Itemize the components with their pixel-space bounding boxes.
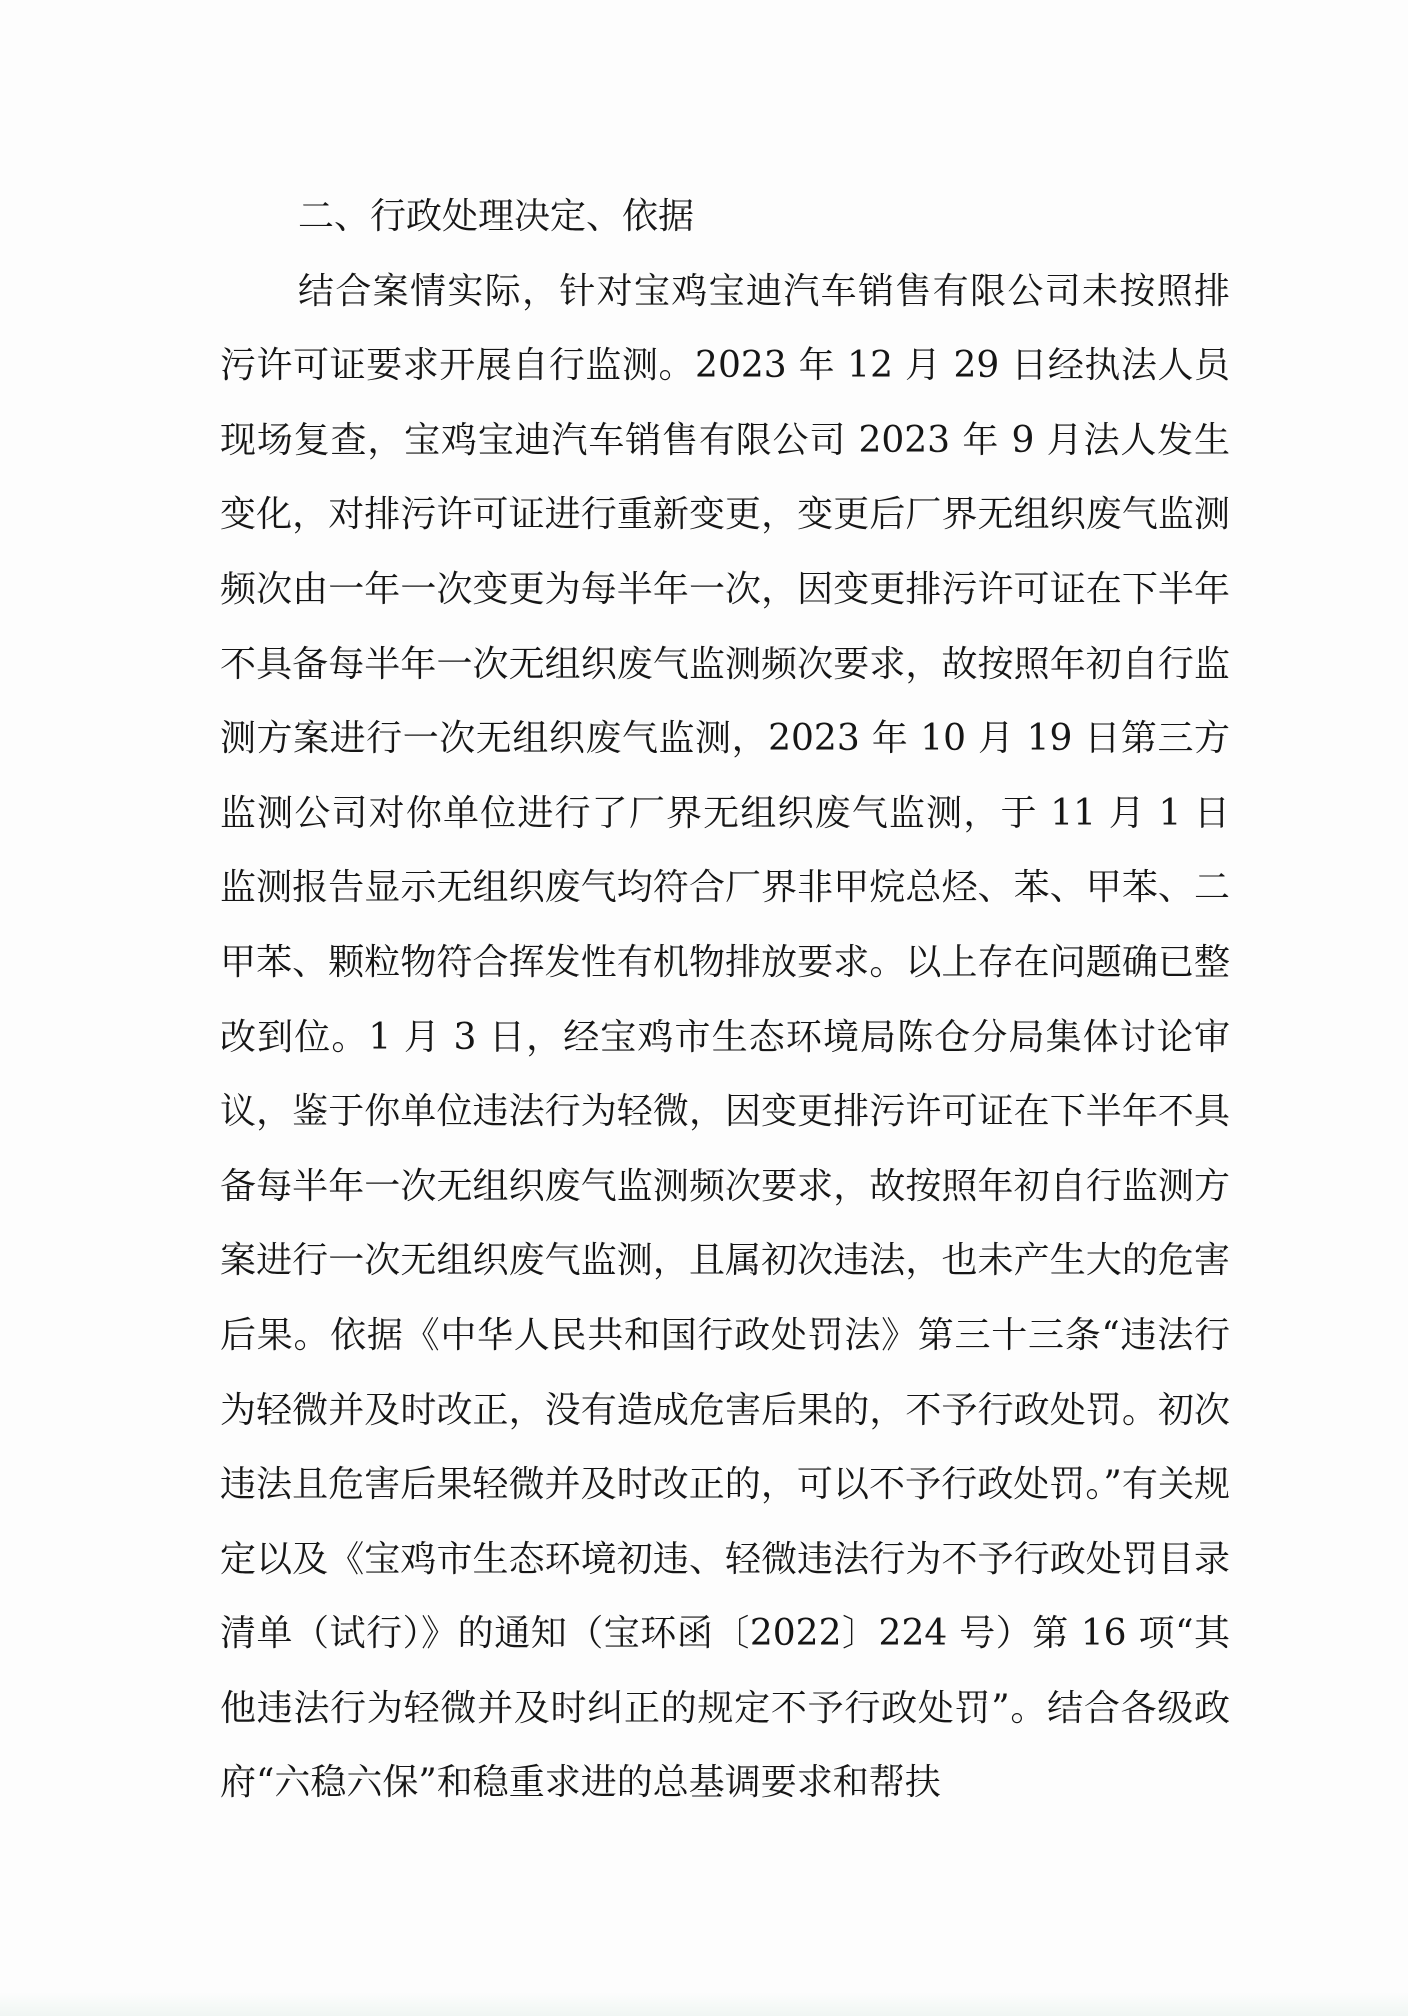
body-paragraph: 结合案情实际，针对宝鸡宝迪汽车销售有限公司未按照排污许可证要求开展自行监测。2023 年 12 月 29 日经执法人员现场复查，宝鸡宝迪汽车销售有限公司 2023 年 9 月法人发生变化，对排污许可证进行重新变更，变更后厂界无组织废气监测频次由一年一次变更为每半年一次，因变更排污许可证在下半年不具备每半年一次无组织废气监测频次要求，故按照年初自行监测方案进行一次无组织废气监测，2023 年 10 月 19 日第三方监测公司对你单位进行了厂界无组织废气监测，于 11 月 1 日监测报告显示无组织废气均符合厂界非甲烷总烃、苯、甲苯、二甲苯、颗粒物符合挥发性有机物排放要求。以上存在问题确已整改到位。1 月 3 日，经宝鸡市生态环境局陈仓分局集体讨论审议，鉴于你单位违法行为轻微，因变更排污许可证在下半年不具备每半年一次无组织废气监测频次要求，故按照年初自行监测方案进行一次无组织废气监测，且属初次违法，也未产生大的危害后果。依据《中华人民共和国行政处罚法》第三十三条“违法行为轻微并及时改正，没有造成危害后果的，不予行政处罚。初次违法且危害后果轻微并及时改正的，可以不予行政处罚。”有关规定以及《宝鸡市生态环境初违、轻微违法行为不予行政处罚目录清单（试行）》的通知（宝环函〔2022〕224 号）第 16 项“其他违法行为轻微并及时纠正的规定不予行政处罚”。结合各级政府“六稳六保”和稳重求进的总基调要求和帮扶 [220, 270, 1230, 1804]
section-heading: 二、行政处理决定、依据 [298, 196, 695, 237]
scan-edge [0, 1992, 1408, 2016]
document-text [220, 180, 1230, 1821]
